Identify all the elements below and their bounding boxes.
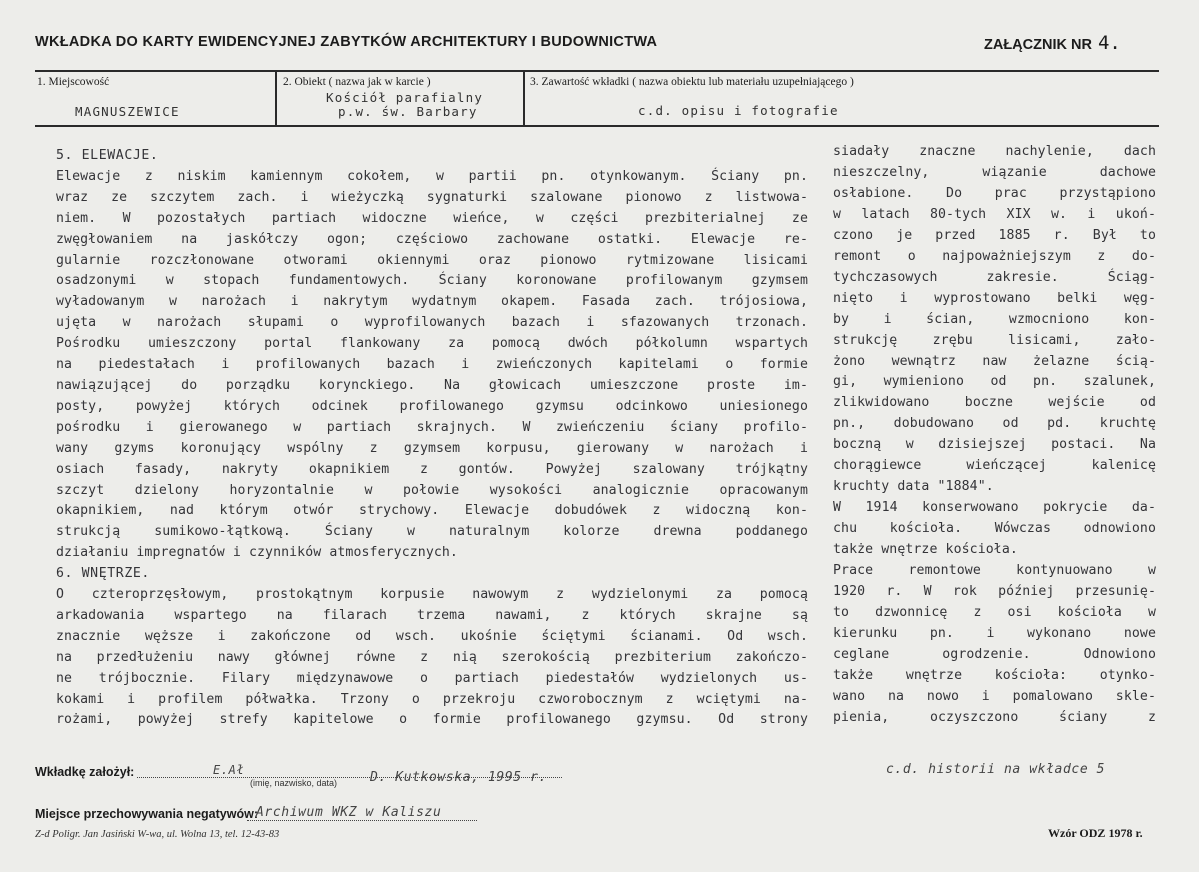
right-text-line: zlikwidowano boczne wejście od — [833, 395, 1156, 411]
attachment-label: ZAŁĄCZNIK NR — [984, 37, 1092, 53]
author-initials: E.Ał — [213, 763, 245, 777]
left-text-line: pośrodku i gierowanego w partiach skrajnych. W zwieńczeniu ściany profilo- — [56, 419, 808, 435]
right-text-line: pn., dobudowano od pd. kruchtę — [833, 416, 1156, 432]
right-text-line: także wnętrze kościoła. — [833, 542, 1018, 558]
right-text-line: osłabione. Do prac przystąpiono — [833, 185, 1156, 201]
description-left-column — [56, 146, 808, 731]
left-text-line: szczyt dzielony horyzontalnie w połowie wysokości analogicznie opracowanym — [56, 482, 808, 498]
right-text-line: by i ścian, wzmocniono kon- — [833, 311, 1156, 327]
right-text-line: chu kościoła. Wówczas odnowiono — [833, 521, 1156, 537]
right-text-line: kierunku pn. i wykonano nowe — [833, 625, 1156, 641]
left-text-line: arkadowania wspartego na filarach trzema nawami, z których skrajne są — [56, 607, 808, 623]
object-value-line-2: p.w. św. Barbary — [338, 104, 478, 119]
right-text-line: gi, wymieniono od pn. szalunek, — [833, 374, 1156, 390]
author-label: Wkładkę założył: — [35, 765, 135, 779]
left-text-line: osadzonymi w stopach fundamentowych. Ściany koronowane profilowanym gzymsem — [56, 273, 808, 289]
right-text-line: siadały znaczne nachylenie, dach — [833, 144, 1156, 159]
right-text-line: czono je przed 1885 r. Był to — [833, 227, 1156, 243]
object-value-line-1: Kościół parafialny — [326, 90, 484, 105]
left-text-line: 5. ELEWACJE. — [56, 148, 159, 163]
left-text-line: ne trójbocznie. Filary międzynawowe o partiach piedestałów wydzielonych us- — [56, 670, 808, 686]
continuation-note: c.d. historii na wkładce 5 — [886, 762, 1106, 777]
left-text-line: nawiązującej do porządku korynckiego. Na głowicach umieszczone proste im- — [56, 377, 808, 393]
right-text-line: boczną w dzisiejszej postaci. Na — [833, 437, 1156, 453]
negatives-label: Miejsce przechowywania negatywów: — [35, 807, 258, 821]
attachment-number-value: 4. — [1097, 32, 1121, 54]
locality-value: MAGNUSZEWICE — [75, 104, 180, 119]
attachment-number — [984, 32, 1121, 54]
left-text-line: ujęta w narożach słupami o wyprofilowanych bazach i sfazowanych trzonach. — [56, 315, 808, 331]
form-model: Wzór ODZ 1978 r. — [1048, 826, 1143, 840]
left-text-line: wyładowanym w narożach i nakrytym wydatnym okapem. Fasada zach. trójosiowa, — [56, 294, 808, 310]
right-text-line: 1920 r. W rok później przesunię- — [833, 584, 1156, 600]
right-text-line: nieszczelny, wiązanie dachowe — [833, 164, 1156, 180]
right-text-line: chorągiewce wieńczącej kalenicę — [833, 458, 1156, 474]
right-text-line: to dzwonnicę z osi kościoła w — [833, 604, 1156, 620]
header-top-rule — [35, 70, 1159, 72]
locality-label: 1. Miejscowość — [37, 76, 110, 88]
object-label: 2. Obiekt ( nazwa jak w karcie ) — [283, 76, 431, 88]
author-value: D. Kutkowska, 1995 r. — [370, 770, 547, 785]
description-right-column — [833, 142, 1156, 729]
left-text-line: O czteroprzęsłowym, prostokątnym korpusie nawowym z wydzielonymi za pomocą — [56, 587, 808, 603]
right-text-line: wano na nowo i pomalowano skle- — [833, 688, 1156, 704]
left-text-line: okapnikiem, nad którym otwór strychowy. Elewacje dobudówek z widoczną kon- — [56, 503, 808, 519]
right-text-line: także wnętrze kościoła: otynko- — [833, 667, 1156, 683]
left-text-line: 6. WNĘTRZE. — [56, 566, 150, 582]
right-text-line: tychczasowych zakresie. Ściąg- — [833, 269, 1156, 285]
left-text-line: Pośrodku umieszczony portal flankowany za pomocą dwóch półkolumn wspartych — [56, 336, 808, 352]
left-text-line: działaniu impregnatów i czynników atmosferycznych. — [56, 545, 458, 561]
left-text-line: na przedłużeniu nawy głównej równe z nią szerokością prezbiterium zakończo- — [56, 649, 808, 665]
right-text-line: ceglane ogrodzenie. Odnowiono — [833, 646, 1156, 662]
right-text-line: Prace remontowe kontynuowano w — [833, 563, 1156, 579]
content-value: c.d. opisu i fotografie — [638, 103, 839, 118]
right-text-line: W 1914 konserwowano pokrycie da- — [833, 500, 1156, 516]
header-divider-2 — [523, 70, 525, 126]
left-text-line: Elewacje z niskim kamiennym cokołem, w partii pn. otynkowanym. Ściany pn. — [56, 168, 808, 184]
header-bottom-rule — [35, 125, 1159, 127]
negatives-dotted-line — [247, 820, 477, 821]
left-text-line: kokami i profilem półwałka. Trzony o przekroju czworobocznym z wciętymi na- — [56, 691, 808, 707]
right-text-line: pienia, oczyszczono ściany z — [833, 709, 1156, 725]
right-text-line: nięto i wyprostowano belki węg- — [833, 290, 1156, 306]
left-text-line: osiach fasady, nakryty okapnikiem z gontów. Powyżej szalowany trójkątny — [56, 461, 808, 477]
form-title: WKŁADKA DO KARTY EWIDENCYJNEJ ZABYTKÓW ARCHITEKTURY I BUDOWNICTWA — [35, 34, 658, 50]
left-text-line: zwęgłowaniem na jaskółczy ogon; częściowo zachowane ostatki. Elewacje re- — [56, 231, 808, 247]
left-text-line: wany gzyms koronujący wspólny z gzymsem korpusu, gierowany w narożach i — [56, 440, 808, 456]
header-divider-1 — [275, 70, 277, 126]
left-text-line: posty, powyżej których odcinek profilowanego gzymsu odcinkowo uniesionego — [56, 398, 808, 414]
left-text-line: znacznie węższe i zakończone od wsch. ukośnie ściętymi ścianami. Od wsch. — [56, 628, 808, 644]
left-text-line: strukcją sumikowo-łątkową. Ściany w naturalnym kolorze drewna poddanego — [56, 524, 808, 540]
right-text-line: w latach 80-tych XIX w. i ukoń- — [833, 206, 1156, 222]
printer-imprint: Z-d Poligr. Jan Jasiński W-wa, ul. Wolna 13, tel. 12-43-83 — [35, 829, 280, 840]
left-text-line: gularnie rozczłonowane otworami okiennymi oraz pionowo rytmizowane lisicami — [56, 252, 808, 268]
right-text-line: remont o najpoważniejszym z do- — [833, 248, 1156, 264]
left-text-line: wraz ze szczytem zach. i wieżyczką sygnaturki szalowane pionowo z listwowa- — [56, 189, 808, 205]
left-text-line: rożami, powyżej strefy kapitelowe o formie profilowanego gzymsu. Od strony — [56, 712, 808, 728]
negatives-value: Archiwum WKZ w Kaliszu — [256, 805, 442, 820]
right-text-line: kruchty data "1884". — [833, 479, 994, 495]
left-text-line: niem. W pozostałych partiach widoczne wieńce, w części prezbiterialnej ze — [56, 210, 808, 226]
author-hint: (imię, nazwisko, data) — [250, 778, 338, 788]
content-label: 3. Zawartość wkładki ( nazwa obiektu lub materiału uzupełniającego ) — [530, 76, 854, 88]
right-text-line: strukcję zrębu lisicami, zało- — [833, 332, 1156, 348]
right-text-line: żono wewnątrz naw żelazne ścią- — [833, 353, 1156, 369]
left-text-line: na piedestałach i profilowanych bazach i zwieńczonych kapitelami o formie — [56, 357, 808, 373]
